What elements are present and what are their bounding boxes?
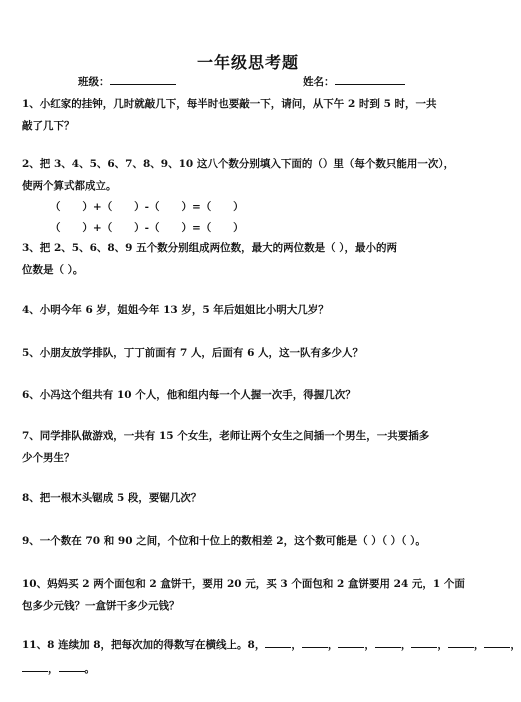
equation-row-1[interactable]: （ ）+（ ）-（ ）=（ ） — [50, 201, 244, 213]
name-label: 姓名： — [303, 76, 335, 88]
question-11-line-2 — [22, 661, 95, 676]
question-1-line-2: 敲了几下？ — [22, 120, 75, 132]
question-2-line-2: 使两个算式都成立。 — [22, 180, 117, 192]
separator: ， — [327, 639, 339, 651]
answer-blank-5[interactable] — [411, 637, 437, 648]
separator: ， — [291, 639, 302, 651]
equation-row-2[interactable]: （ ）+（ ）-（ ）=（ ） — [50, 222, 244, 234]
question-4: 4、小明今年 6 岁，姐姐今年 13 岁，5 年后姐姐比小明大几岁？ — [22, 304, 329, 316]
question-3-line-1: 3、把 2、5、6、8、9 五个数分别组成两位数，最大的两位数是（ ），最小的两 — [22, 242, 398, 254]
question-3-line-2: 位数是（ ）。 — [22, 264, 84, 276]
question-11-prefix: 11、8 连续加 8，把每次加的得数写在横线上。8， — [22, 639, 266, 651]
answer-blank-8[interactable] — [22, 661, 48, 672]
class-blank[interactable] — [110, 74, 176, 85]
separator: ， — [437, 639, 448, 651]
question-9: 9、一个数在 70 和 90 之间，个位和十位上的数相差 2，这个数可能是（ ）（ ）（ ）。 — [22, 535, 426, 547]
separator: ， — [510, 639, 521, 651]
separator: ， — [473, 639, 485, 651]
question-1-line-1: 1、小红家的挂钟，几时就敲几下，每半时也要敲一下，请问，从下午 2 时到 5 时，一共 — [22, 98, 437, 110]
question-7-line-2: 少个男生？ — [22, 452, 75, 464]
answer-blank-9[interactable] — [59, 661, 85, 672]
question-10-line-2: 包多少元钱？一盒饼干多少元钱？ — [22, 600, 180, 612]
page-title: 一年级思考题 — [196, 53, 299, 72]
class-field — [78, 74, 176, 89]
separator: ， — [364, 639, 375, 651]
class-label: 班级： — [78, 76, 110, 88]
answer-blank-4[interactable] — [375, 637, 401, 648]
answer-blank-3[interactable] — [338, 637, 364, 648]
name-blank[interactable] — [335, 74, 405, 85]
name-field — [303, 74, 405, 89]
end-mark: 。 — [84, 663, 95, 675]
separator: ， — [400, 639, 412, 651]
question-7-line-1: 7、同学排队做游戏，一共有 15 个女生，老师让两个女生之间插一个男生，一共要插多 — [22, 430, 430, 442]
answer-blank-1[interactable] — [265, 637, 291, 648]
answer-blank-7[interactable] — [484, 637, 510, 648]
question-2-line-1: 2、把 3、4、5、6、7、8、9、10 这八个数分别填入下面的（）里（每个数只能用一次）， — [22, 158, 455, 170]
separator: ， — [48, 663, 59, 675]
question-10-line-1: 10、妈妈买 2 两个面包和 2 盒饼干，要用 20 元，买 3 个面包和 2 盒饼要用 24 元，1 个面 — [22, 578, 465, 590]
question-8: 8、把一根木头锯成 5 段，要锯几次？ — [22, 492, 202, 504]
question-11-line-1 — [22, 637, 521, 652]
answer-blank-6[interactable] — [448, 637, 474, 648]
question-6: 6、小冯这个组共有 10 个人，他和组内每一个人握一次手，得握几次？ — [22, 389, 356, 401]
answer-blank-2[interactable] — [302, 637, 328, 648]
question-5: 5、小朋友放学排队，丁丁前面有 7 人，后面有 6 人，这一队有多少人？ — [22, 347, 364, 359]
